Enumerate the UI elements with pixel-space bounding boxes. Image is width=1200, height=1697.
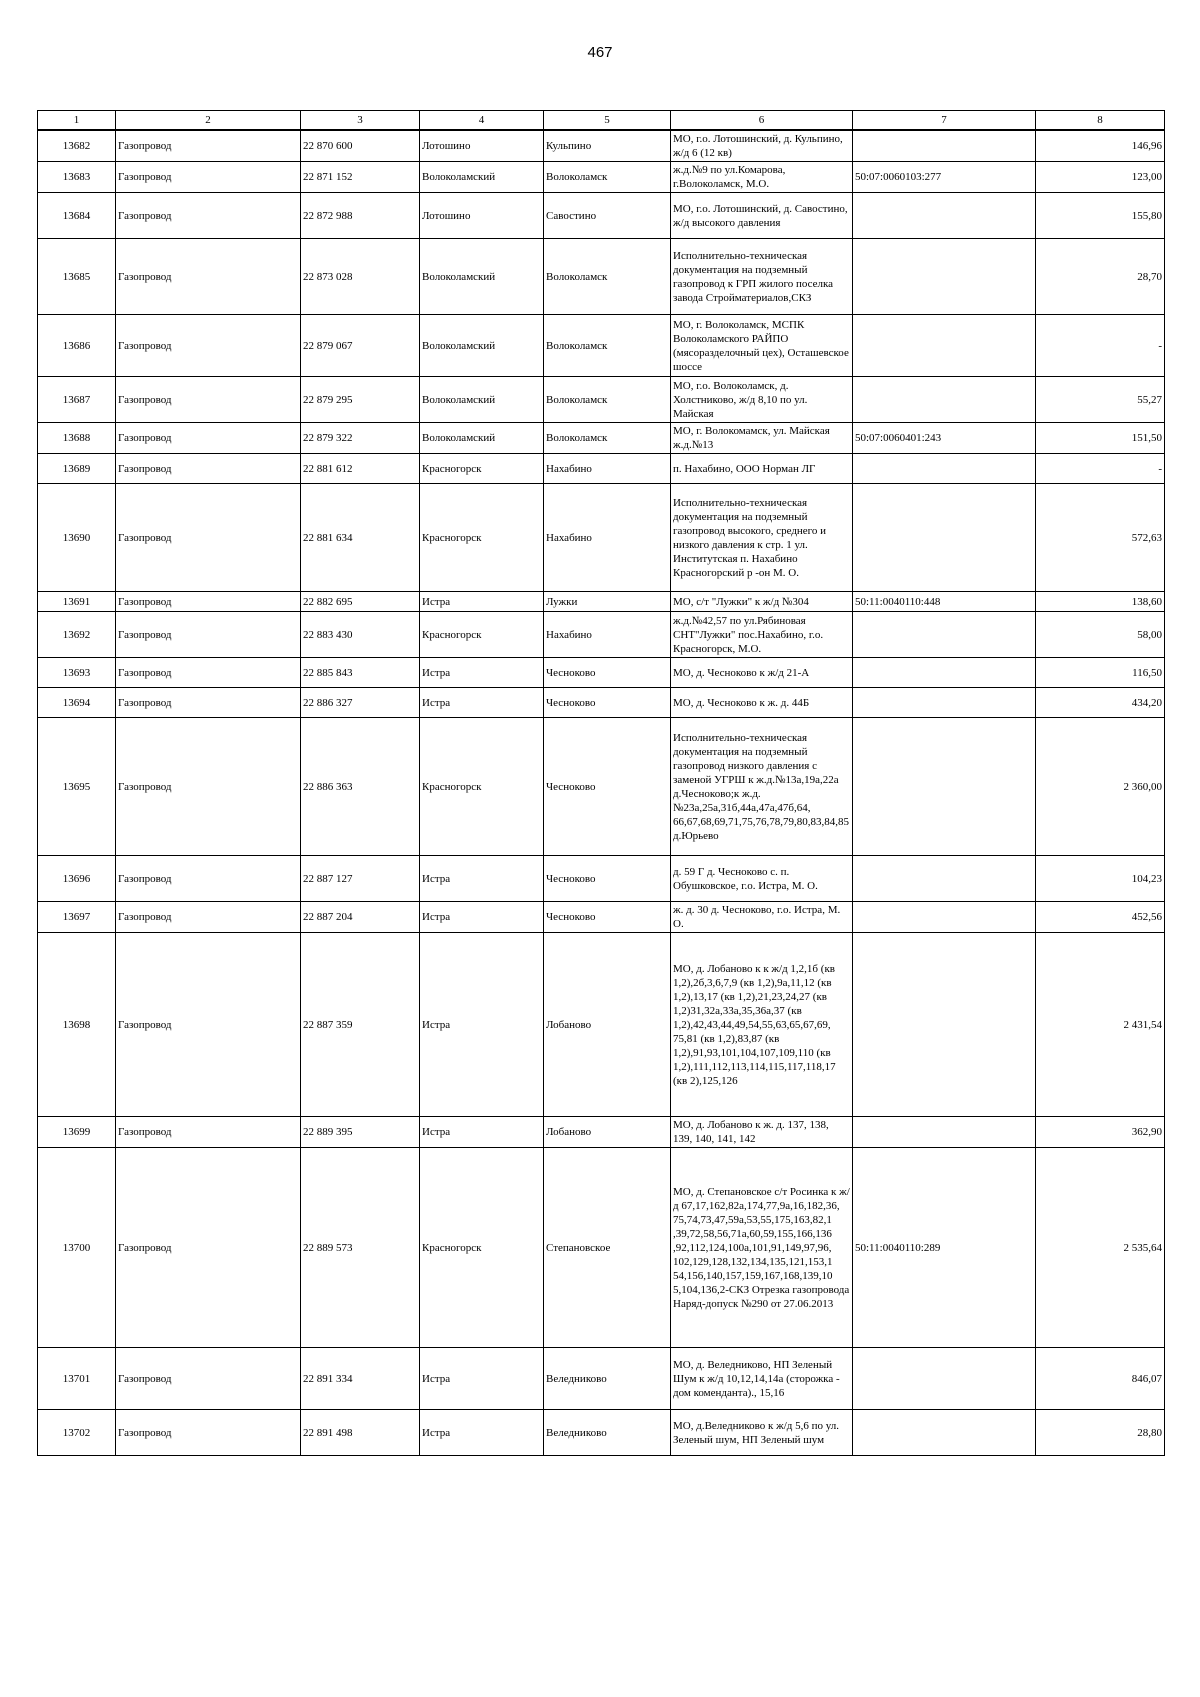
cadastral-cell	[853, 484, 1036, 592]
name-cell: Газопровод	[116, 162, 301, 193]
row-id-cell: 13692	[38, 612, 116, 658]
cadastral-cell	[853, 612, 1036, 658]
row-id-cell: 13693	[38, 658, 116, 688]
table-row	[38, 933, 1165, 1117]
table-row	[38, 612, 1165, 658]
name-cell: Газопровод	[116, 592, 301, 612]
table-row	[38, 718, 1165, 856]
address-cell: МО, д.Веледниково к ж/д 5,6 по ул. Зеленый шум, НП Зеленый шум	[671, 1410, 853, 1456]
cadastral-cell	[853, 902, 1036, 933]
code-cell: 22 870 600	[301, 130, 420, 162]
locality-cell: Нахабино	[544, 484, 671, 592]
locality-cell: Веледниково	[544, 1410, 671, 1456]
code-cell: 22 889 573	[301, 1148, 420, 1348]
length-cell: -	[1036, 454, 1165, 484]
cadastral-cell	[853, 688, 1036, 718]
cadastral-cell	[853, 315, 1036, 377]
cadastral-cell: 50:07:0060103:277	[853, 162, 1036, 193]
locality-cell: Лобаново	[544, 1117, 671, 1148]
length-cell: 846,07	[1036, 1348, 1165, 1410]
table-row	[38, 688, 1165, 718]
address-cell: МО, г. Волоколамск, МСПК Волоколамского РАЙПО (мясоразделочный цех), Осташевское шоссе	[671, 315, 853, 377]
address-cell: МО, г.о. Волоколамск, д. Холстниково, ж/д 8,10 по ул. Майская	[671, 377, 853, 423]
code-cell: 22 879 322	[301, 423, 420, 454]
table-row	[38, 423, 1165, 454]
length-cell: 2 360,00	[1036, 718, 1165, 856]
row-id-cell: 13694	[38, 688, 116, 718]
code-cell: 22 882 695	[301, 592, 420, 612]
cadastral-cell	[853, 718, 1036, 856]
column-header: 1	[38, 111, 116, 131]
name-cell: Газопровод	[116, 902, 301, 933]
row-id-cell: 13684	[38, 193, 116, 239]
cadastral-cell	[853, 1117, 1036, 1148]
cadastral-cell	[853, 1410, 1036, 1456]
length-cell: 362,90	[1036, 1117, 1165, 1148]
row-id-cell: 13682	[38, 130, 116, 162]
length-cell: -	[1036, 315, 1165, 377]
code-cell: 22 873 028	[301, 239, 420, 315]
name-cell: Газопровод	[116, 193, 301, 239]
district-cell: Волоколамский	[420, 423, 544, 454]
table-row	[38, 377, 1165, 423]
code-cell: 22 881 612	[301, 454, 420, 484]
cadastral-cell	[853, 193, 1036, 239]
address-cell: МО, д. Чесноково к ж/д 21-А	[671, 658, 853, 688]
column-header: 5	[544, 111, 671, 131]
code-cell: 22 881 634	[301, 484, 420, 592]
locality-cell: Волоколамск	[544, 377, 671, 423]
district-cell: Красногорск	[420, 718, 544, 856]
cadastral-cell	[853, 933, 1036, 1117]
row-id-cell: 13697	[38, 902, 116, 933]
address-cell: МО, д. Лобаново к ж. д. 137, 138, 139, 140, 141, 142	[671, 1117, 853, 1148]
address-cell: МО, д. Чесноково к ж. д. 44Б	[671, 688, 853, 718]
row-id-cell: 13685	[38, 239, 116, 315]
code-cell: 22 891 334	[301, 1348, 420, 1410]
length-cell: 28,80	[1036, 1410, 1165, 1456]
code-cell: 22 871 152	[301, 162, 420, 193]
length-cell: 138,60	[1036, 592, 1165, 612]
code-cell: 22 883 430	[301, 612, 420, 658]
table-row	[38, 130, 1165, 162]
code-cell: 22 887 204	[301, 902, 420, 933]
locality-cell: Волоколамск	[544, 239, 671, 315]
code-cell: 22 885 843	[301, 658, 420, 688]
row-id-cell: 13687	[38, 377, 116, 423]
code-cell: 22 879 295	[301, 377, 420, 423]
length-cell: 146,96	[1036, 130, 1165, 162]
locality-cell: Чесноково	[544, 688, 671, 718]
table-row	[38, 454, 1165, 484]
cadastral-cell: 50:11:0040110:289	[853, 1148, 1036, 1348]
name-cell: Газопровод	[116, 1117, 301, 1148]
address-cell: Исполнительно-техническая документация на подземный газопровод к ГРП жилого поселка завода Стройматериалов,СКЗ	[671, 239, 853, 315]
name-cell: Газопровод	[116, 484, 301, 592]
locality-cell: Волоколамск	[544, 162, 671, 193]
length-cell: 104,23	[1036, 856, 1165, 902]
code-cell: 22 886 327	[301, 688, 420, 718]
address-cell: ж.д.№9 по ул.Комарова, г.Волоколамск, М.О.	[671, 162, 853, 193]
name-cell: Газопровод	[116, 688, 301, 718]
locality-cell: Степановское	[544, 1148, 671, 1348]
locality-cell: Чесноково	[544, 658, 671, 688]
code-cell: 22 886 363	[301, 718, 420, 856]
name-cell: Газопровод	[116, 1410, 301, 1456]
district-cell: Истра	[420, 592, 544, 612]
table-row	[38, 658, 1165, 688]
cadastral-cell	[853, 239, 1036, 315]
table-row	[38, 902, 1165, 933]
district-cell: Волоколамский	[420, 162, 544, 193]
registry-table	[37, 110, 1165, 1456]
locality-cell: Чесноково	[544, 902, 671, 933]
header-row	[38, 111, 1165, 131]
cadastral-cell	[853, 856, 1036, 902]
name-cell: Газопровод	[116, 239, 301, 315]
address-cell: МО, д. Лобаново к к ж/д 1,2,1б (кв 1,2),2б,3,6,7,9 (кв 1,2),9а,11,12 (кв 1,2),13,17 (кв 1,2),21,23,24,27 (кв 1,2)31,32а,33а,35,36а,37 (кв 1,2),42,43,44,49,54,55,63,65,67,69, 75,81 (кв 1,2),83,87 (кв 1,2),91,93,101,104,107,109,110 (кв 1,2),111,112,113,114,115,117,118,17 (кв 2),125,126	[671, 933, 853, 1117]
name-cell: Газопровод	[116, 423, 301, 454]
length-cell: 123,00	[1036, 162, 1165, 193]
district-cell: Истра	[420, 933, 544, 1117]
row-id-cell: 13688	[38, 423, 116, 454]
district-cell: Волоколамский	[420, 377, 544, 423]
length-cell: 58,00	[1036, 612, 1165, 658]
code-cell: 22 891 498	[301, 1410, 420, 1456]
address-cell: Исполнительно-техническая документация на подземный газопровод высокого, среднего и низкого давления к стр. 1 ул. Институтская п. Нахабино Красногорский р -он М. О.	[671, 484, 853, 592]
row-id-cell: 13698	[38, 933, 116, 1117]
district-cell: Красногорск	[420, 612, 544, 658]
table-row	[38, 1410, 1165, 1456]
name-cell: Газопровод	[116, 933, 301, 1117]
name-cell: Газопровод	[116, 130, 301, 162]
length-cell: 55,27	[1036, 377, 1165, 423]
length-cell: 116,50	[1036, 658, 1165, 688]
locality-cell: Лобаново	[544, 933, 671, 1117]
row-id-cell: 13701	[38, 1348, 116, 1410]
column-header: 8	[1036, 111, 1165, 131]
district-cell: Истра	[420, 1117, 544, 1148]
district-cell: Лотошино	[420, 130, 544, 162]
table-row	[38, 1117, 1165, 1148]
district-cell: Волоколамский	[420, 315, 544, 377]
cadastral-cell	[853, 1348, 1036, 1410]
column-header: 6	[671, 111, 853, 131]
district-cell: Красногорск	[420, 1148, 544, 1348]
table-row	[38, 239, 1165, 315]
locality-cell: Савостино	[544, 193, 671, 239]
cadastral-cell	[853, 377, 1036, 423]
table-row	[38, 315, 1165, 377]
row-id-cell: 13683	[38, 162, 116, 193]
code-cell: 22 879 067	[301, 315, 420, 377]
name-cell: Газопровод	[116, 1148, 301, 1348]
column-header: 3	[301, 111, 420, 131]
code-cell: 22 872 988	[301, 193, 420, 239]
row-id-cell: 13690	[38, 484, 116, 592]
name-cell: Газопровод	[116, 1348, 301, 1410]
length-cell: 28,70	[1036, 239, 1165, 315]
table-row	[38, 1348, 1165, 1410]
cadastral-cell	[853, 658, 1036, 688]
locality-cell: Нахабино	[544, 612, 671, 658]
name-cell: Газопровод	[116, 454, 301, 484]
locality-cell: Чесноково	[544, 856, 671, 902]
column-header: 2	[116, 111, 301, 131]
table-body	[38, 130, 1165, 1456]
locality-cell: Кульпино	[544, 130, 671, 162]
district-cell: Истра	[420, 658, 544, 688]
column-header: 7	[853, 111, 1036, 131]
name-cell: Газопровод	[116, 718, 301, 856]
row-id-cell: 13689	[38, 454, 116, 484]
address-cell: ж.д.№42,57 по ул.Рябиновая СНТ"Лужки" пос.Нахабино, г.о. Красногорск, М.О.	[671, 612, 853, 658]
length-cell: 2 535,64	[1036, 1148, 1165, 1348]
district-cell: Истра	[420, 688, 544, 718]
row-id-cell: 13691	[38, 592, 116, 612]
locality-cell: Лужки	[544, 592, 671, 612]
district-cell: Истра	[420, 902, 544, 933]
locality-cell: Волоколамск	[544, 315, 671, 377]
name-cell: Газопровод	[116, 612, 301, 658]
table-row	[38, 1148, 1165, 1348]
cadastral-cell	[853, 454, 1036, 484]
length-cell: 155,80	[1036, 193, 1165, 239]
row-id-cell: 13700	[38, 1148, 116, 1348]
district-cell: Лотошино	[420, 193, 544, 239]
district-cell: Истра	[420, 1348, 544, 1410]
table-row	[38, 193, 1165, 239]
locality-cell: Нахабино	[544, 454, 671, 484]
row-id-cell: 13686	[38, 315, 116, 377]
row-id-cell: 13695	[38, 718, 116, 856]
locality-cell: Веледниково	[544, 1348, 671, 1410]
row-id-cell: 13699	[38, 1117, 116, 1148]
column-header: 4	[420, 111, 544, 131]
district-cell: Истра	[420, 856, 544, 902]
name-cell: Газопровод	[116, 315, 301, 377]
length-cell: 434,20	[1036, 688, 1165, 718]
district-cell: Волоколамский	[420, 239, 544, 315]
district-cell: Красногорск	[420, 454, 544, 484]
cadastral-cell: 50:11:0040110:448	[853, 592, 1036, 612]
address-cell: МО, с/т "Лужки" к ж/д №304	[671, 592, 853, 612]
length-cell: 572,63	[1036, 484, 1165, 592]
code-cell: 22 887 127	[301, 856, 420, 902]
name-cell: Газопровод	[116, 856, 301, 902]
district-cell: Истра	[420, 1410, 544, 1456]
name-cell: Газопровод	[116, 658, 301, 688]
code-cell: 22 887 359	[301, 933, 420, 1117]
table-row	[38, 592, 1165, 612]
cadastral-cell	[853, 130, 1036, 162]
address-cell: МО, д. Веледниково, НП Зеленый Шум к ж/д 10,12,14,14а (сторожка - дом коменданта)., 15,16	[671, 1348, 853, 1410]
address-cell: МО, г. Волокомамск, ул. Майская ж.д.№13	[671, 423, 853, 454]
locality-cell: Чесноково	[544, 718, 671, 856]
row-id-cell: 13696	[38, 856, 116, 902]
address-cell: МО, д. Степановское с/т Росинка к ж/д 67,17,162,82а,174,77,9а,16,182,36, 75,74,73,47,59а,53,55,175,163,82,1 ,39,72,58,56,71а,60,59,155,166,136 ,92,112,124,100а,101,91,149,97,96, 102,129,128,132,134,135,121,153,1 54,156,140,157,159,167,168,139,10 5,104,136,2-СКЗ Отрезка газопровода Наряд-допуск №290 от 27.06.2013	[671, 1148, 853, 1348]
length-cell: 151,50	[1036, 423, 1165, 454]
cadastral-cell: 50:07:0060401:243	[853, 423, 1036, 454]
page-number: 467	[587, 44, 613, 61]
row-id-cell: 13702	[38, 1410, 116, 1456]
length-cell: 452,56	[1036, 902, 1165, 933]
table-row	[38, 162, 1165, 193]
length-cell: 2 431,54	[1036, 933, 1165, 1117]
district-cell: Красногорск	[420, 484, 544, 592]
address-cell: МО, г.о. Лотошинский, д. Савостино, ж/д высокого давления	[671, 193, 853, 239]
table-row	[38, 856, 1165, 902]
address-cell: п. Нахабино, ООО Норман ЛГ	[671, 454, 853, 484]
address-cell: ж. д. 30 д. Чесноково, г.о. Истра, М. О.	[671, 902, 853, 933]
locality-cell: Волоколамск	[544, 423, 671, 454]
address-cell: МО, г.о. Лотошинский, д. Кульпино, ж/д 6 (12 кв)	[671, 130, 853, 162]
code-cell: 22 889 395	[301, 1117, 420, 1148]
address-cell: д. 59 Г д. Чесноково с. п. Обушковское, г.о. Истра, М. О.	[671, 856, 853, 902]
address-cell: Исполнительно-техническая документация на подземный газопровод низкого давления с заменой УГРШ к ж.д.№13а,19а,22а д.Чесноково;к ж.д.№23а,25а,31б,44а,47а,47б,64, 66,67,68,69,71,75,76,78,79,80,83,84,85 д.Юрьево	[671, 718, 853, 856]
name-cell: Газопровод	[116, 377, 301, 423]
table-row	[38, 484, 1165, 592]
